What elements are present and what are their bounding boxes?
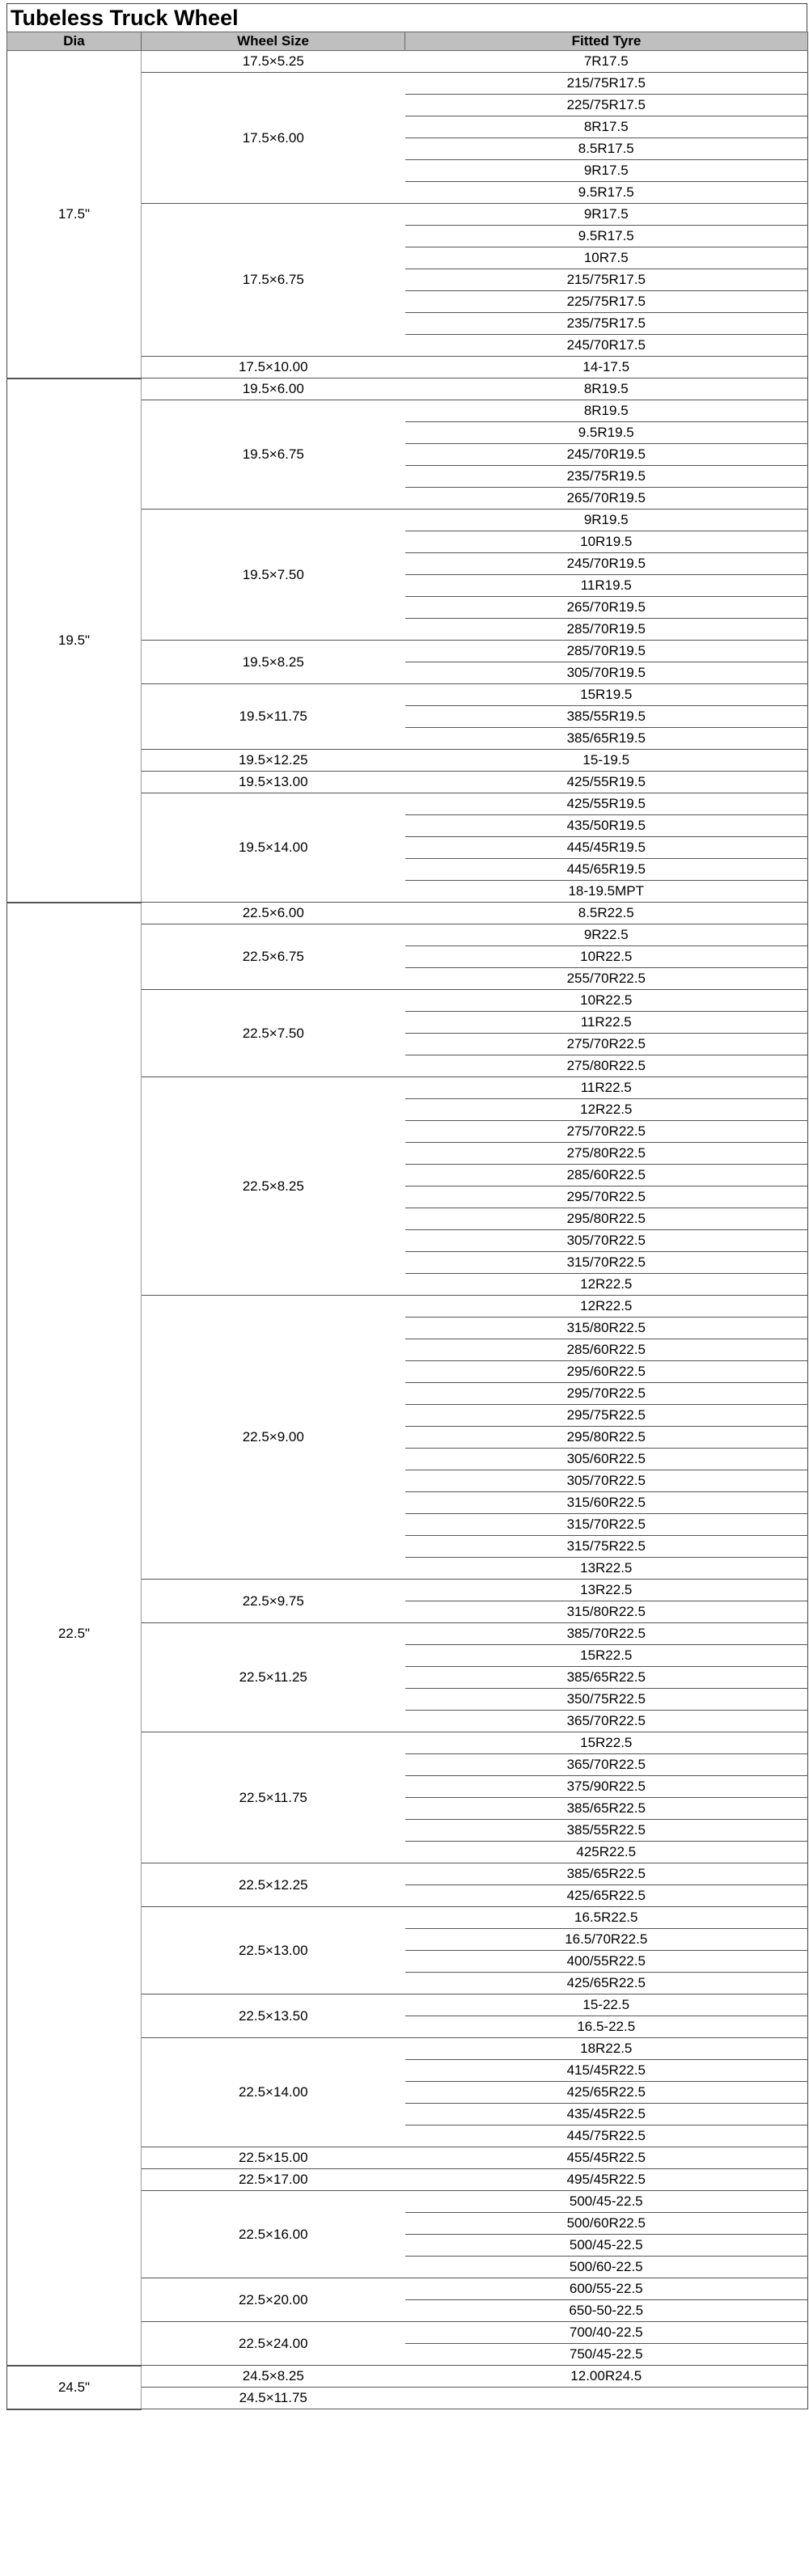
fitted-tyre-cell: 445/75R22.5: [405, 2126, 808, 2147]
wheel-size-cell: 19.5×8.25: [142, 641, 405, 684]
fitted-tyre-cell: 455/45R22.5: [405, 2147, 808, 2169]
fitted-tyre-cell: 15-22.5: [405, 1994, 808, 2016]
fitted-tyre-cell: 16.5R22.5: [405, 1907, 808, 1929]
fitted-tyre-cell: 265/70R19.5: [405, 488, 808, 510]
fitted-tyre-cell: 13R22.5: [405, 1580, 808, 1601]
fitted-tyre-cell: 235/75R17.5: [405, 313, 808, 335]
fitted-tyre-cell: 385/65R22.5: [405, 1798, 808, 1820]
table-row: [7, 903, 808, 924]
fitted-tyre-cell: 315/80R22.5: [405, 1601, 808, 1623]
fitted-tyre-cell: 10R22.5: [405, 990, 808, 1012]
fitted-tyre-cell: 305/70R22.5: [405, 1230, 808, 1252]
fitted-tyre-cell: 12.00R24.5: [405, 2366, 808, 2388]
fitted-tyre-cell: 500/45-22.5: [405, 2235, 808, 2257]
fitted-tyre-cell: 245/70R19.5: [405, 553, 808, 575]
fitted-tyre-cell: 15R19.5: [405, 684, 808, 706]
fitted-tyre-cell: 295/60R22.5: [405, 1361, 808, 1383]
fitted-tyre-cell: 315/70R22.5: [405, 1252, 808, 1274]
header-fitted-tyre: Fitted Tyre: [405, 32, 808, 51]
fitted-tyre-cell: 265/70R19.5: [405, 597, 808, 619]
fitted-tyre-cell: 255/70R22.5: [405, 968, 808, 990]
wheel-size-cell: 22.5×11.75: [142, 1732, 405, 1863]
wheel-table-sheet: [6, 0, 807, 2410]
wheel-size-cell: 22.5×11.25: [142, 1623, 405, 1732]
fitted-tyre-cell: 285/70R19.5: [405, 641, 808, 662]
fitted-tyre-cell: 10R7.5: [405, 247, 808, 269]
fitted-tyre-cell: 305/60R22.5: [405, 1449, 808, 1470]
wheel-size-cell: 22.5×9.75: [142, 1580, 405, 1623]
wheel-size-cell: 19.5×6.75: [142, 400, 405, 510]
wheel-size-cell: 17.5×10.00: [142, 357, 405, 379]
fitted-tyre-cell: 235/75R19.5: [405, 466, 808, 488]
fitted-tyre-cell: 225/75R17.5: [405, 95, 808, 116]
fitted-tyre-cell: 12R22.5: [405, 1274, 808, 1296]
fitted-tyre-cell: 415/45R22.5: [405, 2060, 808, 2082]
fitted-tyre-cell: 285/60R22.5: [405, 1165, 808, 1186]
fitted-tyre-cell: 16.5/70R22.5: [405, 1929, 808, 1951]
fitted-tyre-cell: 315/70R22.5: [405, 1514, 808, 1536]
fitted-tyre-cell: 425/65R22.5: [405, 1885, 808, 1907]
wheel-size-cell: 22.5×15.00: [142, 2147, 405, 2169]
dia-cell: 17.5": [7, 51, 142, 379]
fitted-tyre-cell: 8.5R17.5: [405, 138, 808, 160]
fitted-tyre-cell: 445/65R19.5: [405, 859, 808, 881]
fitted-tyre-cell: 385/55R22.5: [405, 1820, 808, 1842]
fitted-tyre-cell: 18R22.5: [405, 2038, 808, 2060]
fitted-tyre-cell: 11R22.5: [405, 1077, 808, 1099]
fitted-tyre-cell: 15R22.5: [405, 1645, 808, 1667]
fitted-tyre-cell: 7R17.5: [405, 51, 808, 73]
fitted-tyre-cell: [405, 2388, 808, 2409]
fitted-tyre-cell: 275/70R22.5: [405, 1034, 808, 1055]
wheel-size-cell: 22.5×9.00: [142, 1296, 405, 1580]
table-row: [7, 51, 808, 73]
fitted-tyre-cell: 315/80R22.5: [405, 1318, 808, 1339]
fitted-tyre-cell: 700/40-22.5: [405, 2322, 808, 2344]
fitted-tyre-cell: 295/70R22.5: [405, 1186, 808, 1208]
wheel-size-cell: 19.5×13.00: [142, 772, 405, 793]
fitted-tyre-cell: 9R17.5: [405, 204, 808, 226]
fitted-tyre-cell: 225/75R17.5: [405, 291, 808, 313]
fitted-tyre-cell: 8.5R22.5: [405, 903, 808, 924]
fitted-tyre-cell: 9R22.5: [405, 924, 808, 946]
table-title: Tubeless Truck Wheel: [6, 3, 807, 32]
fitted-tyre-cell: 750/45-22.5: [405, 2344, 808, 2366]
wheel-size-cell: 17.5×6.75: [142, 204, 405, 357]
wheel-size-cell: 22.5×7.50: [142, 990, 405, 1077]
fitted-tyre-cell: 275/80R22.5: [405, 1143, 808, 1165]
fitted-tyre-cell: 385/65R19.5: [405, 728, 808, 750]
wheel-size-cell: 19.5×12.25: [142, 750, 405, 772]
fitted-tyre-cell: 13R22.5: [405, 1558, 808, 1580]
wheel-size-cell: 22.5×20.00: [142, 2278, 405, 2322]
dia-cell: 19.5": [7, 379, 142, 903]
fitted-tyre-cell: 12R22.5: [405, 1099, 808, 1121]
wheel-size-cell: 17.5×5.25: [142, 51, 405, 73]
fitted-tyre-cell: 385/65R22.5: [405, 1863, 808, 1885]
fitted-tyre-cell: 9R17.5: [405, 160, 808, 182]
fitted-tyre-cell: 12R22.5: [405, 1296, 808, 1318]
fitted-tyre-cell: 14-17.5: [405, 357, 808, 379]
fitted-tyre-cell: 425/65R22.5: [405, 2082, 808, 2104]
fitted-tyre-cell: 8R19.5: [405, 379, 808, 400]
wheel-size-cell: 19.5×11.75: [142, 684, 405, 750]
fitted-tyre-cell: 365/70R22.5: [405, 1711, 808, 1732]
fitted-tyre-cell: 425/65R22.5: [405, 1973, 808, 1994]
fitted-tyre-cell: 495/45R22.5: [405, 2169, 808, 2191]
fitted-tyre-cell: 400/55R22.5: [405, 1951, 808, 1973]
fitted-tyre-cell: 365/70R22.5: [405, 1754, 808, 1776]
fitted-tyre-cell: 425/55R19.5: [405, 793, 808, 815]
fitted-tyre-cell: 11R19.5: [405, 575, 808, 597]
fitted-tyre-cell: 275/80R22.5: [405, 1055, 808, 1077]
wheel-size-cell: 22.5×12.25: [142, 1863, 405, 1907]
fitted-tyre-cell: 500/60-22.5: [405, 2257, 808, 2278]
fitted-tyre-cell: 385/65R22.5: [405, 1667, 808, 1689]
table-row: [7, 2366, 808, 2388]
fitted-tyre-cell: 295/80R22.5: [405, 1427, 808, 1449]
wheel-size-cell: 22.5×13.00: [142, 1907, 405, 1994]
header-dia: Dia: [7, 32, 142, 51]
fitted-tyre-cell: 445/45R19.5: [405, 837, 808, 859]
fitted-tyre-cell: 285/60R22.5: [405, 1339, 808, 1361]
wheel-size-cell: 19.5×6.00: [142, 379, 405, 400]
wheel-size-cell: 22.5×13.50: [142, 1994, 405, 2038]
fitted-tyre-cell: 215/75R17.5: [405, 73, 808, 95]
header-row: [7, 32, 808, 51]
wheel-size-cell: 19.5×7.50: [142, 510, 405, 641]
fitted-tyre-cell: 245/70R17.5: [405, 335, 808, 357]
fitted-tyre-cell: 425R22.5: [405, 1842, 808, 1863]
fitted-tyre-cell: 295/80R22.5: [405, 1208, 808, 1230]
fitted-tyre-cell: 15-19.5: [405, 750, 808, 772]
wheel-tyre-table: [6, 32, 808, 2410]
wheel-size-cell: 22.5×6.00: [142, 903, 405, 924]
fitted-tyre-cell: 9.5R19.5: [405, 422, 808, 444]
dia-cell: 24.5": [7, 2366, 142, 2409]
fitted-tyre-cell: 600/55-22.5: [405, 2278, 808, 2300]
fitted-tyre-cell: 8R19.5: [405, 400, 808, 422]
fitted-tyre-cell: 295/75R22.5: [405, 1405, 808, 1427]
fitted-tyre-cell: 8R17.5: [405, 116, 808, 138]
fitted-tyre-cell: 435/45R22.5: [405, 2104, 808, 2126]
wheel-size-cell: 22.5×16.00: [142, 2191, 405, 2278]
wheel-size-cell: 22.5×17.00: [142, 2169, 405, 2191]
fitted-tyre-cell: 375/90R22.5: [405, 1776, 808, 1798]
fitted-tyre-cell: 9.5R17.5: [405, 182, 808, 204]
fitted-tyre-cell: 385/70R22.5: [405, 1623, 808, 1645]
fitted-tyre-cell: 15R22.5: [405, 1732, 808, 1754]
fitted-tyre-cell: 305/70R19.5: [405, 662, 808, 684]
fitted-tyre-cell: 315/75R22.5: [405, 1536, 808, 1558]
fitted-tyre-cell: 500/45-22.5: [405, 2191, 808, 2213]
fitted-tyre-cell: 10R22.5: [405, 946, 808, 968]
wheel-size-cell: 22.5×6.75: [142, 924, 405, 990]
fitted-tyre-cell: 285/70R19.5: [405, 619, 808, 641]
fitted-tyre-cell: 295/70R22.5: [405, 1383, 808, 1405]
fitted-tyre-cell: 305/70R22.5: [405, 1470, 808, 1492]
wheel-size-cell: 22.5×8.25: [142, 1077, 405, 1296]
fitted-tyre-cell: 16.5-22.5: [405, 2016, 808, 2038]
fitted-tyre-cell: 425/55R19.5: [405, 772, 808, 793]
fitted-tyre-cell: 435/50R19.5: [405, 815, 808, 837]
table-row: [7, 379, 808, 400]
fitted-tyre-cell: 385/55R19.5: [405, 706, 808, 728]
table-body: [7, 51, 808, 2409]
fitted-tyre-cell: 275/70R22.5: [405, 1121, 808, 1143]
fitted-tyre-cell: 500/60R22.5: [405, 2213, 808, 2235]
header-wheel-size: Wheel Size: [142, 32, 405, 51]
fitted-tyre-cell: 350/75R22.5: [405, 1689, 808, 1711]
fitted-tyre-cell: 18-19.5MPT: [405, 881, 808, 903]
wheel-size-cell: 24.5×8.25: [142, 2366, 405, 2388]
dia-cell: 22.5": [7, 903, 142, 2366]
wheel-size-cell: 24.5×11.75: [142, 2388, 405, 2409]
wheel-size-cell: 17.5×6.00: [142, 73, 405, 204]
wheel-size-cell: 19.5×14.00: [142, 793, 405, 903]
fitted-tyre-cell: 215/75R17.5: [405, 269, 808, 291]
fitted-tyre-cell: 9.5R17.5: [405, 226, 808, 247]
fitted-tyre-cell: 650-50-22.5: [405, 2300, 808, 2322]
fitted-tyre-cell: 9R19.5: [405, 510, 808, 531]
fitted-tyre-cell: 315/60R22.5: [405, 1492, 808, 1514]
fitted-tyre-cell: 11R22.5: [405, 1012, 808, 1034]
wheel-size-cell: 22.5×14.00: [142, 2038, 405, 2147]
fitted-tyre-cell: 245/70R19.5: [405, 444, 808, 466]
wheel-size-cell: 22.5×24.00: [142, 2322, 405, 2366]
fitted-tyre-cell: 10R19.5: [405, 531, 808, 553]
